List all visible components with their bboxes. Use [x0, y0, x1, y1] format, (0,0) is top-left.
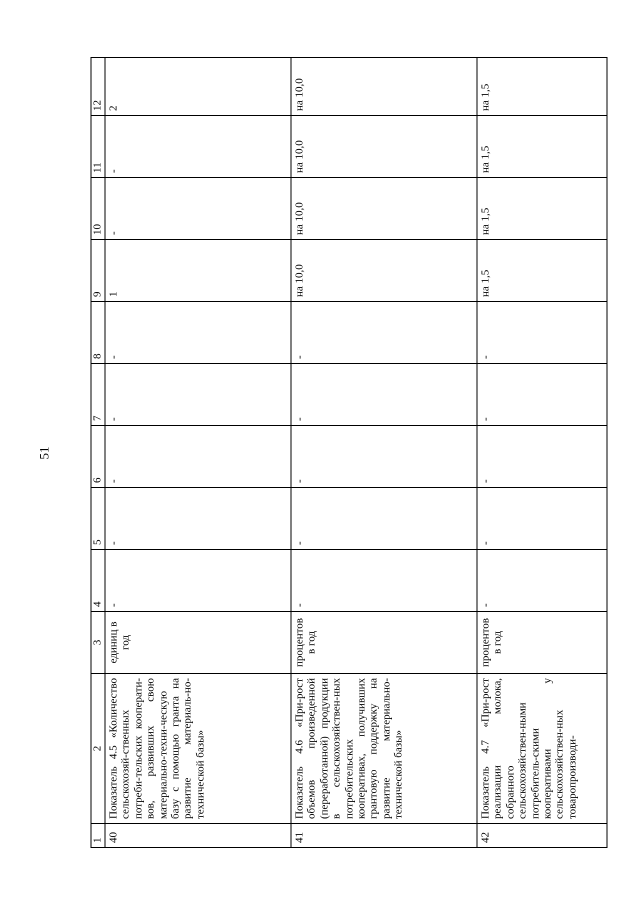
indicators-table: [91, 57, 608, 848]
value-cell: -: [477, 488, 607, 550]
table-header-row: [91, 58, 105, 848]
header-cell: 6: [91, 426, 105, 488]
value-cell: -: [291, 364, 477, 426]
indicator-cell: Показатель 4.5 «Количество сельскохозяй-ственных потреби-тельских кооперати-вов, развивших свою материально-техни-ческую базу с помощью гранта на развитие материаль-но-технической базы»: [105, 674, 291, 824]
value-cell: на 1,5: [477, 116, 607, 178]
header-cell: 9: [91, 240, 105, 302]
value-cell: на 10,0: [291, 178, 477, 240]
value-cell: -: [477, 364, 607, 426]
unit-cell: единиц в год: [105, 612, 291, 674]
value-cell: -: [105, 364, 291, 426]
value-cell: -: [105, 488, 291, 550]
value-cell: -: [291, 550, 477, 612]
value-cell: -: [477, 550, 607, 612]
table-row: [291, 58, 477, 848]
header-cell: 4: [91, 550, 105, 612]
value-cell: -: [105, 116, 291, 178]
header-cell: 7: [91, 364, 105, 426]
page-number: 51: [36, 446, 52, 460]
value-cell: -: [105, 426, 291, 488]
value-cell: -: [105, 550, 291, 612]
value-cell: на 10,0: [291, 58, 477, 116]
value-cell: -: [291, 302, 477, 364]
value-cell: -: [477, 426, 607, 488]
indicators-table-container: [91, 68, 608, 848]
header-cell: 12: [91, 58, 105, 116]
unit-cell: процентов в год: [291, 612, 477, 674]
value-cell: -: [477, 302, 607, 364]
table-row: [105, 58, 291, 848]
indicator-cell: Показатель 4.7 «При-рост реализации молока, собранного сельскохозяйствен-ными потребитель-скими кооперативами у сельскохозяйствен-ных товаропроизводи-: [477, 674, 607, 824]
value-cell: -: [291, 488, 477, 550]
row-number-cell: 42: [477, 824, 607, 848]
value-cell: -: [105, 302, 291, 364]
header-cell: 8: [91, 302, 105, 364]
value-cell: 2: [105, 58, 291, 116]
indicator-cell: Показатель 4.6 «При-рост объемов произведенной (переработанной) продукции в сельскохозяйствен-ных потребительских кооперативах, получивших грантовую поддержку на развитие материально-технической базы»: [291, 674, 477, 824]
value-cell: -: [105, 178, 291, 240]
row-number-cell: 41: [291, 824, 477, 848]
header-cell: 1: [91, 824, 105, 848]
value-cell: на 10,0: [291, 240, 477, 302]
unit-cell: процентов в год: [477, 612, 607, 674]
value-cell: на 1,5: [477, 240, 607, 302]
header-cell: 5: [91, 488, 105, 550]
header-cell: 11: [91, 116, 105, 178]
value-cell: на 1,5: [477, 58, 607, 116]
row-number-cell: 40: [105, 824, 291, 848]
value-cell: -: [291, 426, 477, 488]
value-cell: на 1,5: [477, 178, 607, 240]
header-cell: 3: [91, 612, 105, 674]
header-cell: 10: [91, 178, 105, 240]
value-cell: 1: [105, 240, 291, 302]
header-cell: 2: [91, 674, 105, 824]
table-row: [477, 58, 607, 848]
value-cell: на 10,0: [291, 116, 477, 178]
